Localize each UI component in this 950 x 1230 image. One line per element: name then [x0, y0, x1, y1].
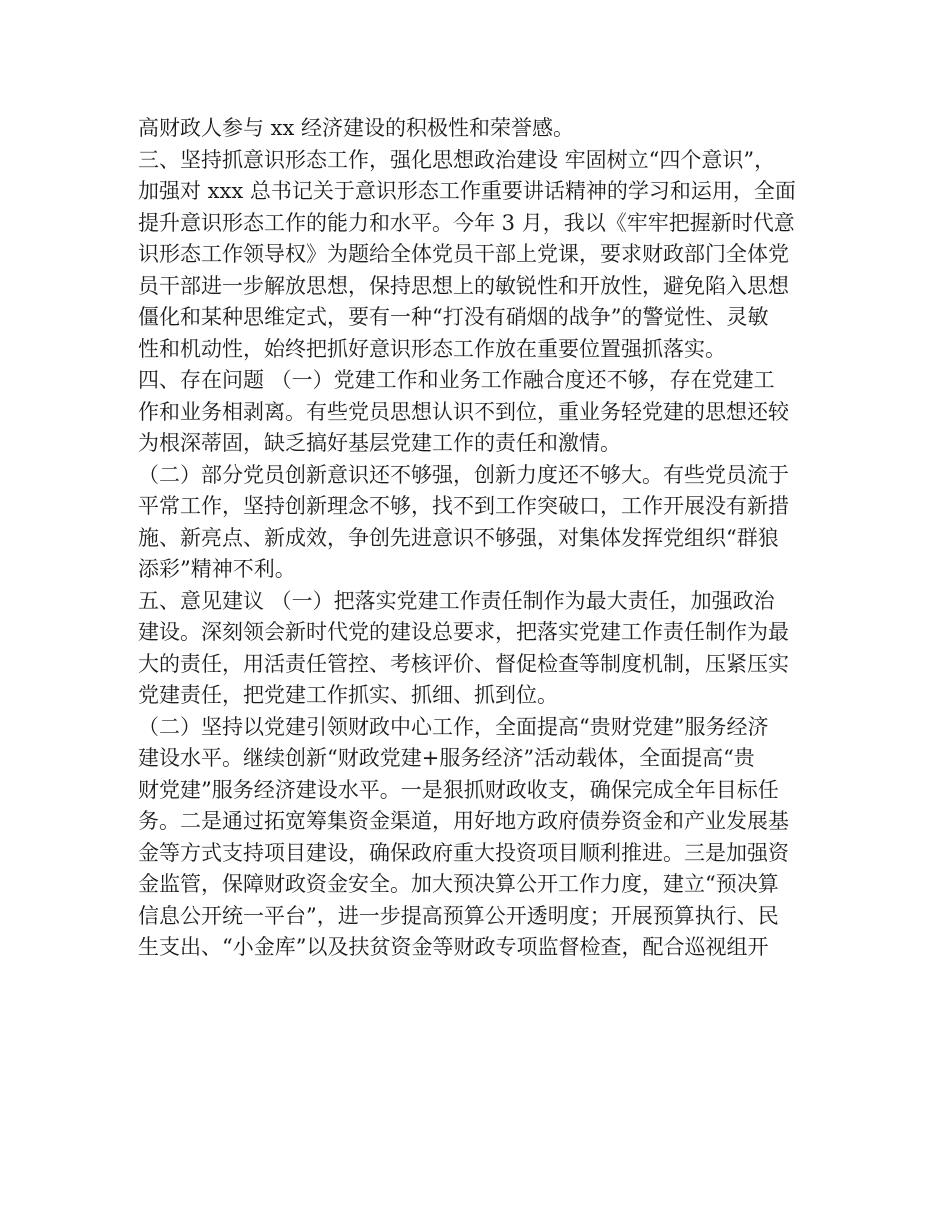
text-line: 员干部进一步解放思想，保持思想上的敏锐性和开放性，避免陷入思想 — [138, 273, 789, 298]
text-line: 金监管，保障财政资金安全。加大预决算公开工作力度，建立“预决算 — [138, 872, 779, 896]
text-line: 三、坚持抓意识形态工作，强化思想政治建设 牢固树立“四个意识”， — [138, 147, 776, 172]
text-line: 提升意识形态工作的能力和水平。今年 3 月，我以《牢牢把握新时代意 — [138, 210, 795, 235]
text-line: 建设水平。继续创新“财政党建+服务经济”活动载体，全面提高“贵 — [138, 746, 755, 770]
text-line: 平常工作，坚持创新理念不够，找不到工作突破口，工作开展没有新措 — [138, 494, 789, 518]
text-line: 作和业务相剥离。有些党员思想认识不到位，重业务轻党建的思想还较 — [138, 399, 789, 424]
text-line: 大的责任，用活责任管控、考核评价、督促检查等制度机制，压紧压实 — [138, 651, 789, 676]
text-line: （二）坚持以党建引领财政中心工作，全面提高“贵财党建”服务经济 — [138, 714, 769, 739]
text-line: 信息公开统一平台”，进一步提高预算公开透明度；开展预算执行、民 — [138, 903, 779, 928]
text-line: 建设。深刻领会新时代党的建设总要求，把落实党建工作责任制作为最 — [138, 620, 789, 644]
text-line: 生支出、“小金库”以及扶贫资金等财政专项监督检查，配合巡视组开 — [138, 935, 769, 959]
text-line: 四、存在问题 （一）党建工作和业务工作融合度还不够，存在党建工 — [138, 368, 775, 392]
text-line: 为根深蒂固，缺乏搞好基层党建工作的责任和激情。 — [138, 431, 621, 455]
text-line: 性和机动性，始终把抓好意识形态工作放在重要位置强抓落实。 — [138, 336, 726, 361]
text-line: 加强对 xxx 总书记关于意识形态工作重要讲话精神的学习和运用，全面 — [138, 179, 796, 203]
text-line: 党建责任，把党建工作抓实、抓细、抓到位。 — [138, 683, 558, 707]
text-line: 僵化和某种思维定式，要有一种“打没有硝烟的战争”的警觉性、灵敏 — [138, 305, 769, 329]
text-line: 财党建”服务经济建设水平。一是狠抓财政收支，确保完成全年目标任 — [138, 777, 779, 802]
text-line: 五、意见建议 （一）把落实党建工作责任制作为最大责任，加强政治 — [138, 588, 775, 613]
text-line: （二）部分党员创新意识还不够强，创新力度还不够大。有些党员流于 — [138, 462, 789, 487]
text-line: 金等方式支持项目建设，确保政府重大投资项目顺利推进。三是加强资 — [138, 840, 789, 865]
text-line: 施、新亮点、新成效，争创先进意识不够强，对集体发挥党组织“群狼 — [138, 525, 779, 550]
text-line: 添彩”精神不利。 — [138, 557, 296, 581]
document-body — [138, 113, 828, 964]
text-line: 高财政人参与 xx 经济建设的积极性和荣誉感。 — [138, 116, 575, 140]
text-line: 识形态工作领导权》为题给全体党员干部上党课，要求财政部门全体党 — [138, 242, 789, 266]
text-line: 务。二是通过拓宽筹集资金渠道，用好地方政府债券资金和产业发展基 — [138, 809, 789, 833]
